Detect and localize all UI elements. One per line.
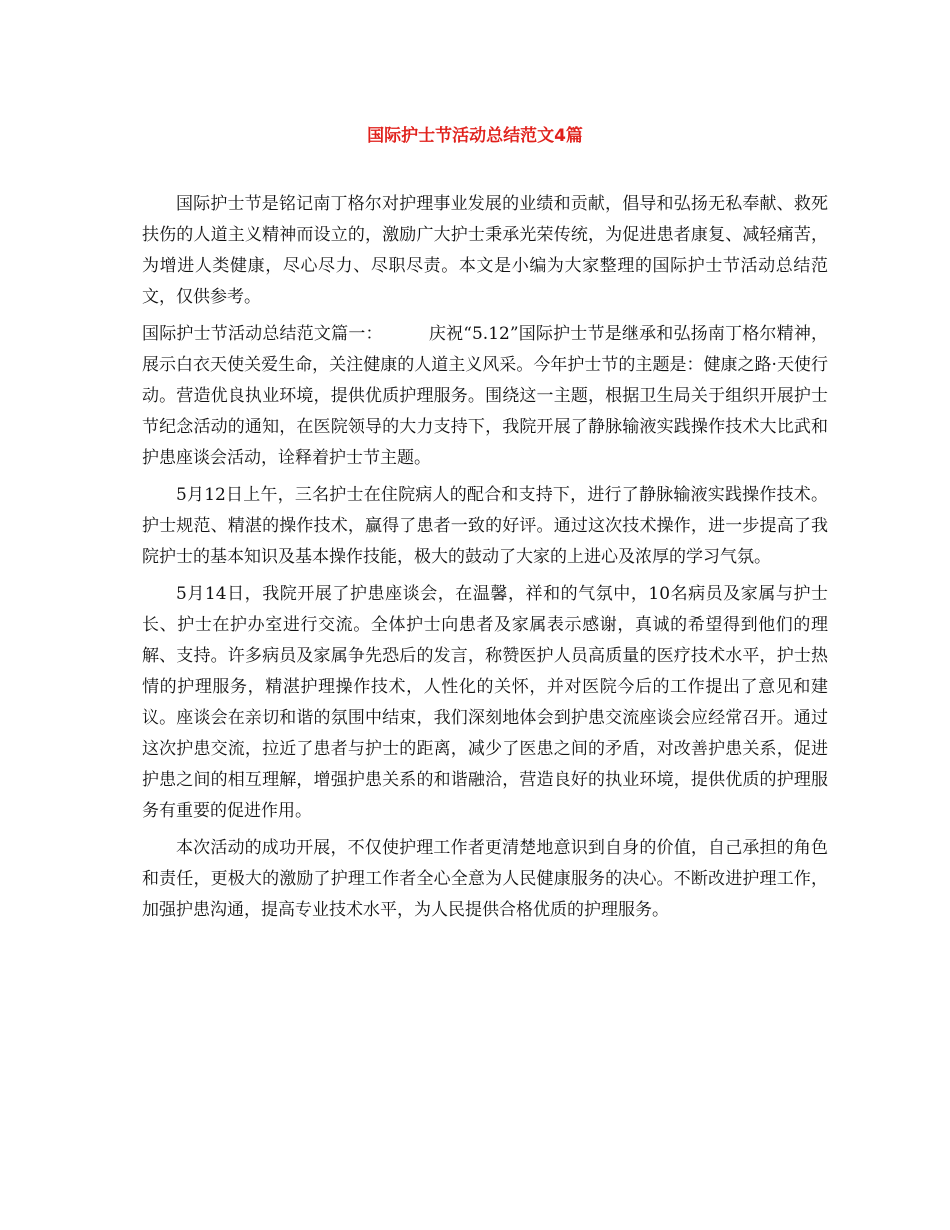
section-heading: 国际护士节活动总结范文篇一：: [142, 324, 383, 344]
paragraph-conclusion: 本次活动的成功开展，不仅使护理工作者更清楚地意识到自身的价值，自己承担的角色和责任，更极大的激励了护理工作者全心全意为人民健康服务的决心。不断改进护理工作，加强护患沟通，提高专业技术水平，为人民提供合格优质的护理服务。: [142, 838, 828, 920]
document-title: 国际护士节活动总结范文4篇: [367, 126, 583, 146]
intro-paragraph: 国际护士节是铭记南丁格尔对护理事业发展的业绩和贡献，倡导和弘扬无私奉献、救死扶伤的人道主义精神而设立的，激励广大护士秉承光荣传统，为促进患者康复、减轻痛苦，为增进人类健康，尽心尽力、尽职尽责。本文是小编为大家整理的国际护士节活动总结范文，仅供参考。: [142, 194, 828, 307]
document-body: [142, 189, 828, 932]
paragraph-may-12: 5月12日上午，三名护士在住院病人的配合和支持下，进行了静脉输液实践操作技术。护士规范、精湛的操作技术，赢得了患者一致的好评。通过这次技术操作，进一步提高了我院护士的基本知识及基本操作技能，极大的鼓动了大家的上进心及浓厚的学习气氛。: [142, 485, 828, 567]
paragraph-may-14: 5月14日，我院开展了护患座谈会，在温馨，祥和的气氛中，10名病员及家属与护士长、护士在护办室进行交流。全体护士向患者及家属表示感谢，真诚的希望得到他们的理解、支持。许多病员及家属争先恐后的发言，称赞医护人员高质量的医疗技术水平，护士热情的护理服务，精湛护理操作技术，人性化的关怀，并对医院今后的工作提出了意见和建议。座谈会在亲切和谐的氛围中结束，我们深刻地体会到护患交流座谈会应经常召开。通过这次护患交流，拉近了患者与护士的距离，减少了医患之间的矛盾，对改善护患关系，促进护患之间的相互理解，增强护患关系的和谐融洽，营造良好的执业环境，提供优质的护理服务有重要的促进作用。: [142, 584, 828, 821]
section-lead-text: 庆祝“5.12”国际护士节是继承和弘扬南丁格尔精神，展示白衣天使关爱生命，关注健康的人道主义风采。今年护士节的主题是：健康之路·天使行动。营造优良执业环境，提供优质护理服务。围绕这一主题，根据卫生局关于组织开展护士节纪念活动的通知，在医院领导的大力支持下，我院开展了静脉输液实践操作技术大比武和护患座谈会活动，诠释着护士节主题。: [142, 324, 829, 468]
section-one-paragraph: [142, 319, 828, 474]
